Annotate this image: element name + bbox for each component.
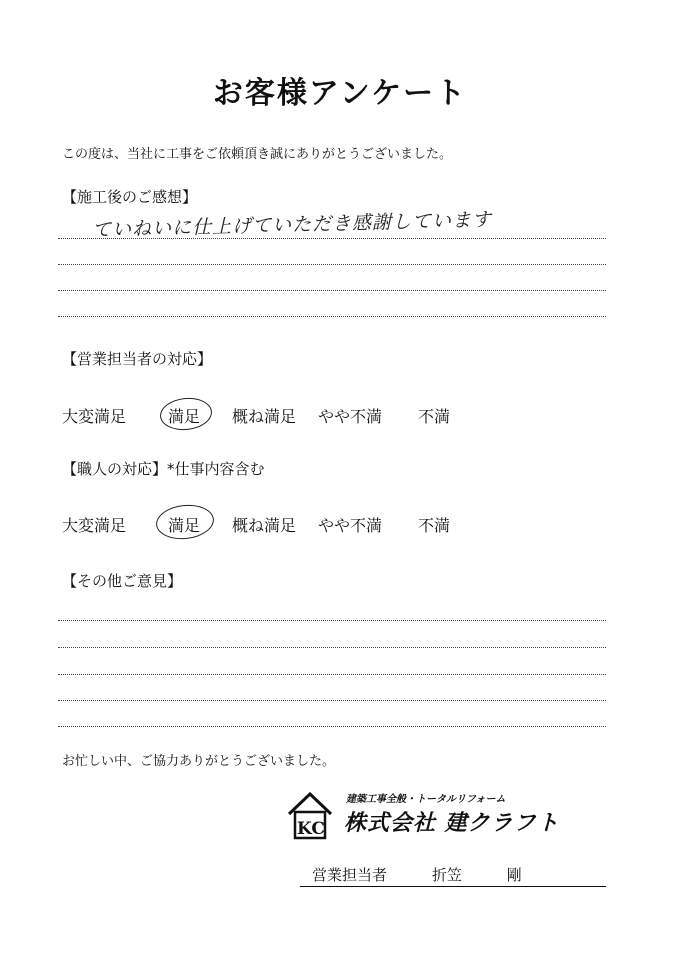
- craftsman-option-dissatisfied[interactable]: 不満: [418, 516, 451, 535]
- sales-option-mostly-satisfied[interactable]: 概ね満足: [232, 407, 297, 426]
- answer-line: [58, 647, 606, 648]
- house-logo-icon: [286, 790, 334, 840]
- section-craftsman-heading: 【職人の対応】*仕事内容含む: [62, 460, 265, 478]
- logo-tagline: 建築工事全般・トータルリフォーム: [346, 794, 506, 805]
- section-other-heading: 【その他ご意見】: [62, 572, 183, 590]
- sales-option-somewhat-dissatisfied[interactable]: やや不満: [318, 407, 383, 426]
- craftsman-option-mostly-satisfied[interactable]: 概ね満足: [232, 516, 297, 535]
- answer-line: [58, 290, 606, 291]
- craftsman-option-somewhat-dissatisfied[interactable]: やや不満: [318, 516, 383, 535]
- company-logo: [286, 790, 586, 844]
- craftsman-option-satisfied[interactable]: 満足: [168, 516, 201, 535]
- sales-option-very-satisfied[interactable]: 大変満足: [62, 407, 127, 426]
- closing-text: お忙しい中、ご協力ありがとうございました。: [62, 754, 336, 769]
- answer-line: [58, 700, 606, 701]
- answer-line: [58, 238, 606, 239]
- impressions-answer: ていねいに仕上げていただき感謝しています: [91, 208, 493, 242]
- answer-line: [58, 620, 606, 621]
- section-sales-heading: 【営業担当者の対応】: [62, 350, 213, 368]
- sales-option-dissatisfied[interactable]: 不満: [418, 407, 451, 426]
- logo-mark-letters: KC: [297, 819, 325, 839]
- answer-line: [58, 264, 606, 265]
- page-title: お客様アンケート: [212, 76, 468, 111]
- intro-text: この度は、当社に工事をご依頼頂き誠にありがとうございました。: [62, 147, 453, 162]
- craftsman-option-very-satisfied[interactable]: 大変満足: [62, 516, 127, 535]
- section-impressions-heading: 【施工後のご感想】: [62, 188, 198, 206]
- sales-option-satisfied[interactable]: 満足: [168, 407, 201, 426]
- answer-line: [58, 674, 606, 675]
- representative-label: 営業担当者: [312, 866, 388, 884]
- representative-name: 折笠 剛: [432, 866, 522, 884]
- selected-circle-mark: [158, 395, 213, 432]
- logo-company-name: 株式会社 建クラフト: [344, 811, 560, 836]
- representative-signature-line: [300, 860, 606, 887]
- answer-line: [58, 316, 606, 317]
- answer-line: [58, 726, 606, 727]
- selected-circle-mark: [154, 502, 215, 542]
